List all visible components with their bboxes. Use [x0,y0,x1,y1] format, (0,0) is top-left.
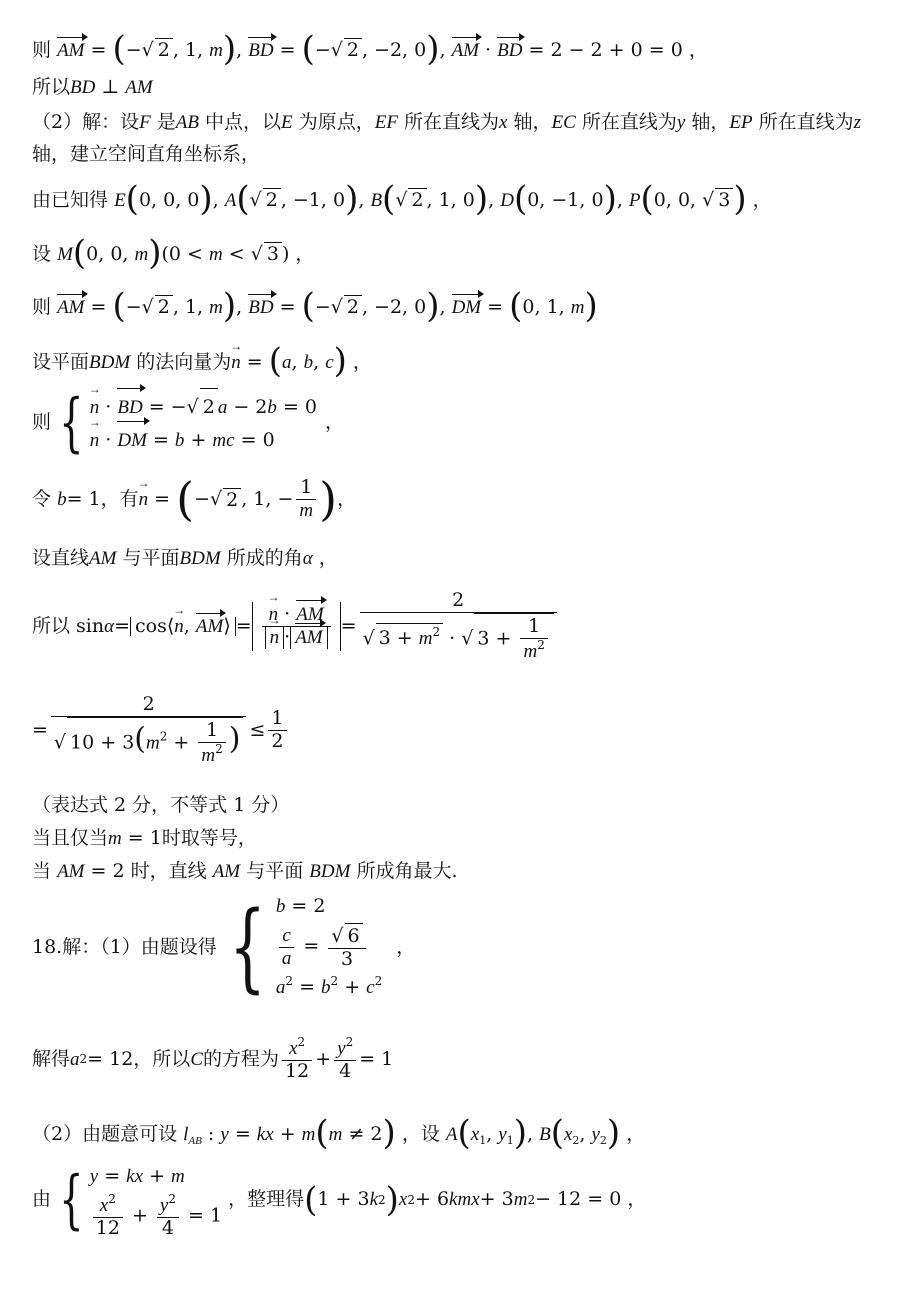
line-line-ab: （2）由题意可设 $l_{AB}$ : y = kx + m(m ≠ 2) ，设 $A(x_1$, $y_1$), $B(x_2$, $y_2$) ， [32,1113,646,1153]
line-am-bd-dot: 则 AM = (−√ 2 , 1, m), BD = (−√ 2 , −2, 0), AM · BD = 2 − 2 + 0 = 0 ， [32,29,708,69]
line-max-angle: 当 AM = 2 时，直线 AM 与平面 BDM 所成角最大. [32,860,458,882]
line-set-m: 设 M(0, 0, m)(0 < m < √ 3 ) ， [32,233,315,273]
line-let-b: 令 b = 1 ，有 → n = ( −√ 2 , 1, − $\frac{1}{m}$ ) ， [32,476,356,522]
text-ze: 则 [32,39,52,61]
line-equality: 当且仅当m = 1时取等号， [32,827,257,849]
line-part2-setup: （2）解：设F 是AB 中点，以E 为原点，EF 所在直线为x 轴，EC 所在直线为y 轴，EP 所在直线为z [32,111,862,133]
line-sin-alpha: 所以 sin α = cos⟨→ n, AM⟩ = → n · AM → n · AM = 2 √ $3 + m^2$ · √ 3 + $\frac{1}{m^2}$ [32,590,560,663]
line-problem18-system: 18.解：（1）由题设得 { b = 2 $\frac{c}{a}$ = $\frac{√ 6}{3}$ $a^2 = b^2 + c^2$ ， [32,891,416,1004]
line-score-note: （表达式 2 分，不等式 1 分） [32,794,290,816]
line-normal-system: 则 { → n · BD = −√ 2 a − 2b = 0 → n · DM = b + mc = 0 ， [32,388,344,458]
line-quadratic: 由 { y = kx + m $\frac{x^2}{12}$ + $\frac{y^2}{4}$ = 1 ，整理得 ( 1 + 3 k 2 ) x 2 + 6 kmx + 3 m 2 − 12 = 0 ， [32,1162,647,1240]
line-bd-perp-am: 所以BD ⊥ AM [32,76,153,98]
line-inequality: = 2 √ $10 + 3(m^2$ + $\frac{1}{m^2}$ ) ≤ $\frac{1}{2}$ [32,694,290,767]
line-coordinate-system: 轴，建立空间直角坐标系， [32,143,261,165]
line-angle: 设直线AM 与平面BDM 所成的角α ， [32,547,338,569]
line-known-points: 由已知得 E(0, 0, 0), A(√ 2 , −1, 0), B(√ 2 , 1, 0), D(0, −1, 0), P(0, 0, √ 3) ， [32,179,772,219]
line-vectors: 则 AM = (−√ 2 , 1, m), BD = (−√ 2 , −2, 0), DM = (0, 1, m) [32,286,598,326]
line-ellipse-eq: 解得 a 2 = 12 ，所以 C 的方程为 $\frac{x^2}{12}$ + $\frac{y^2}{4}$ = 1 [32,1035,394,1082]
line-normal-vector: 设平面BDM 的法向量为→ n = (a, b, c) ， [32,344,372,378]
